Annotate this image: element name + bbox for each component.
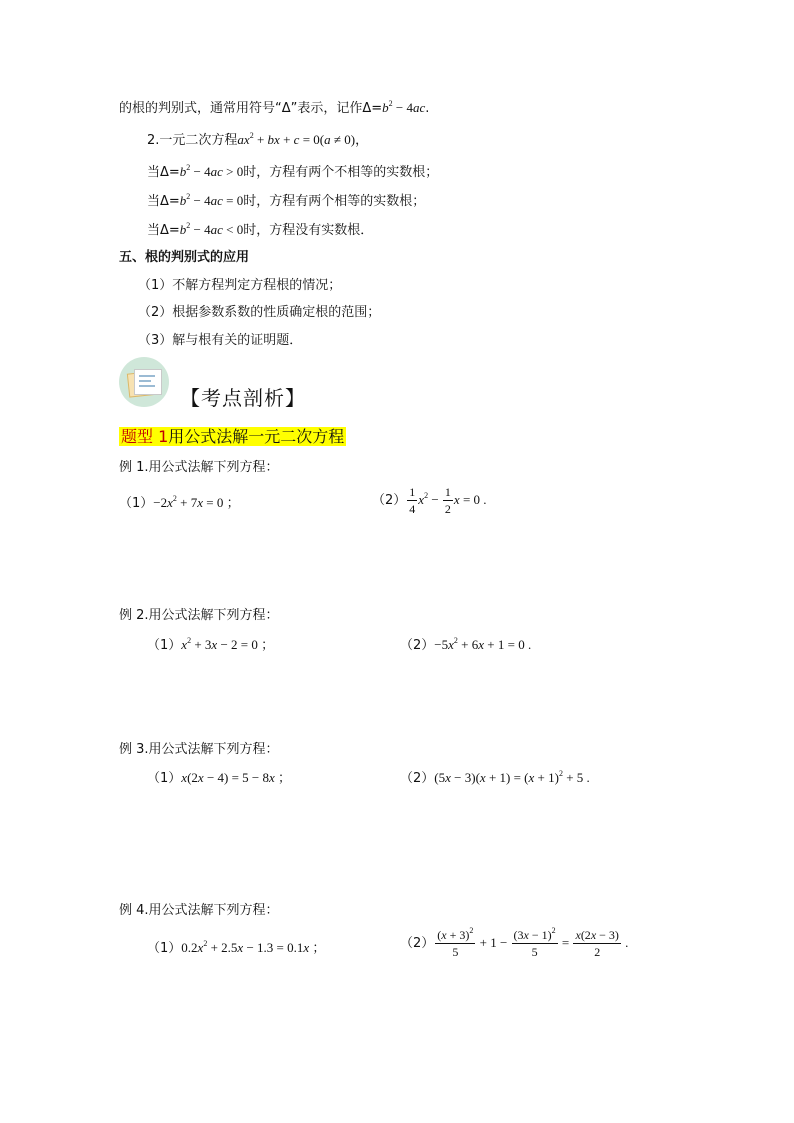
- example-3-question-2: $(2)(5x - 3)(x + 1) = (x + 1)^2 + 5$ .: [400, 769, 590, 786]
- example-1-title: 例 1.用公式法解下列方程：: [119, 460, 279, 475]
- case-positive-text: 时，方程有两个不相等的实数根；: [243, 165, 439, 180]
- example-4-question-2: （2） $\frac{(x + 3)^2}{5}$ + 1 − $\frac{(3x - 1)^2}{5}$ = $\frac{x(2x - 3)}{2}$ .: [400, 926, 629, 959]
- analysis-title: 【考点剖析】: [180, 386, 306, 410]
- case-negative-text: 时，方程没有实数根．: [243, 223, 374, 238]
- case-negative-formula: $b^2 - 4ac < 0$: [179, 221, 244, 237]
- example-2-question-2: $(2)-5x^2 + 6x + 1 = 0$ .: [400, 636, 532, 653]
- example-1-question-2: （2） $\frac{1}{4}$ $x^2$ − $\frac{1}{2}$ x = 0 .: [372, 485, 487, 516]
- example-2-title: 例 2.用公式法解下列方程：: [119, 608, 279, 623]
- application-item-2: （2）根据参数系数的性质确定根的范围；: [138, 305, 381, 320]
- application-item-3: （3）解与根有关的证明题．: [138, 333, 303, 348]
- example-1-question-1: $(1)-2x^2 + 7x = 0$ ；: [119, 494, 240, 511]
- example-3-question-1: （1）x(2x − 4) = 5 − 8x ；: [147, 770, 292, 786]
- quadratic-equation-line: 2.一元二次方程$ax^2$ + bx + c = 0(a ≠ 0)，: [147, 131, 369, 148]
- topic-1-heading: [119, 429, 346, 445]
- application-item-1: （1）不解方程判定方程根的情况；: [138, 278, 342, 293]
- case-zero-formula: $b^2 - 4ac = 0$: [179, 192, 244, 208]
- topic-label: 题型 1: [121, 427, 169, 446]
- example-4-title: 例 4.用公式法解下列方程：: [119, 903, 279, 918]
- case-zero-text: 时，方程有两个相等的实数根；: [243, 194, 426, 209]
- case-positive-line: 当$\Delta=b^2 - 4ac > 0$时，方程有两个不相等的实数根；: [147, 163, 439, 180]
- case-zero-line: 当$\Delta=b^2 - 4ac = 0$时，方程有两个相等的实数根；: [147, 192, 426, 209]
- item-2-text: 2.一元二次方程: [147, 133, 238, 148]
- example-2-question-1: $(1)x^2 + 3x - 2 = 0$ ；: [147, 636, 275, 653]
- section-5-title: 五、根的判别式的应用: [119, 250, 250, 265]
- topic-title: 用公式法解一元二次方程: [168, 427, 345, 446]
- discriminant-definition-line: 的根的判别式，通常用符号“Δ”表示，记作$\Delta=b^2 - 4ac$.: [119, 99, 430, 116]
- quadratic-form: $ax^2$ + bx + c = 0(a ≠ 0): [237, 131, 356, 147]
- example-4-question-1: $(1)0.2x^2 + 2.5x - 1.3 = 0.1x$ ；: [147, 939, 326, 956]
- case-negative-line: 当$\Delta=b^2 - 4ac < 0$时，方程没有实数根．: [147, 221, 374, 238]
- case-positive-formula: $b^2 - 4ac > 0$: [179, 163, 244, 179]
- definition-text: 的根的判别式，通常用符号“Δ”表示，记作Δ=: [119, 101, 383, 116]
- discriminant-formula: $b^2 - 4ac$: [382, 99, 426, 115]
- example-3-title: 例 3.用公式法解下列方程：: [119, 742, 279, 757]
